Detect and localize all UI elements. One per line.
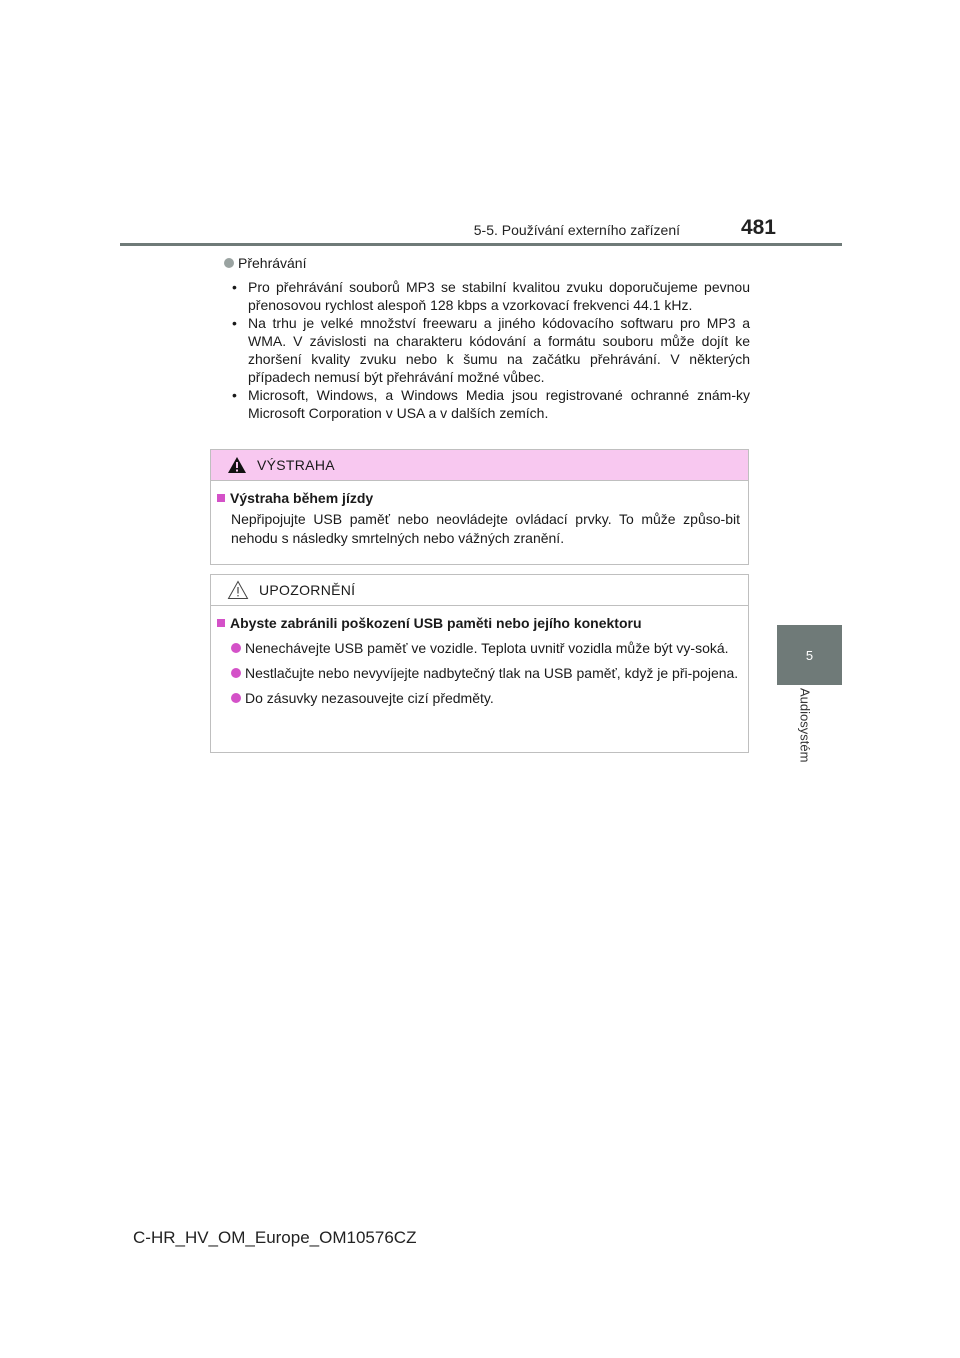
notice-title: Abyste zabránili poškození USB paměti nebo jejího konektoru bbox=[217, 614, 740, 633]
document-code: C-HR_HV_OM_Europe_OM10576CZ bbox=[133, 1228, 417, 1247]
page-number: 481 bbox=[740, 216, 776, 239]
notice-header bbox=[211, 575, 748, 606]
warning-title: Výstraha během jízdy bbox=[217, 489, 740, 508]
section-title: 5-5. Používání externího zařízení bbox=[473, 222, 680, 238]
caution-triangle-icon bbox=[227, 580, 249, 600]
playback-heading-text: Přehrávání bbox=[238, 255, 307, 271]
bullet-circle-icon bbox=[231, 668, 241, 678]
notice-box bbox=[210, 574, 749, 753]
list-item: Nenechávejte USB paměť ve vozidle. Teplota uvnitř vozidla může být vy-soká. bbox=[217, 639, 740, 658]
warning-box bbox=[210, 449, 749, 565]
chapter-label: Audiosystém bbox=[797, 688, 813, 763]
notice-label: UPOZORNĚNÍ bbox=[259, 581, 356, 598]
bullet-circle-icon bbox=[231, 693, 241, 703]
bullet-circle-icon bbox=[224, 258, 234, 268]
notice-body bbox=[211, 606, 748, 708]
chapter-number: 5 bbox=[805, 647, 814, 663]
list-item: • Microsoft, Windows, a Windows Media jsou registrované ochranné znám-ky Microsoft Corporation v USA a v dalších zemích. bbox=[224, 386, 750, 422]
warning-text: Nepřipojujte USB paměť nebo neovládejte ovládací prvky. To může způso-bit nehodu s následky smrtelných nebo vážných zranění. bbox=[231, 511, 740, 546]
playback-list bbox=[224, 278, 750, 422]
warning-header bbox=[211, 450, 748, 481]
square-bullet-icon bbox=[217, 494, 225, 502]
list-item: Do zásuvky nezasouvejte cizí předměty. bbox=[217, 689, 740, 708]
playback-section bbox=[224, 254, 750, 422]
list-item: • Na trhu je velké množství freewaru a jiného kódovacího softwaru pro MP3 a WMA. V závislosti na charakteru kódování a formátu souboru může dojít ke zhoršení kvality zvuku nebo k šumu na začátku přehrávání. V některých případech nemusí být přehrávání možné vůbec. bbox=[224, 314, 750, 386]
bullet-circle-icon bbox=[231, 643, 241, 653]
playback-heading bbox=[224, 254, 750, 272]
warning-body bbox=[211, 481, 748, 548]
chapter-tab bbox=[777, 625, 842, 685]
square-bullet-icon bbox=[217, 619, 225, 627]
list-item: • Pro přehrávání souborů MP3 se stabilní kvalitou zvuku doporučujeme pevnou přenosovou rychlost alespoň 128 kbps a vzorkovací frekvenci 44.1 kHz. bbox=[224, 278, 750, 314]
warning-triangle-icon bbox=[227, 456, 247, 474]
warning-label: VÝSTRAHA bbox=[257, 456, 335, 473]
header-divider bbox=[120, 243, 842, 246]
list-item: Nestlačujte nebo nevyvíjejte nadbytečný tlak na USB paměť, když je při-pojena. bbox=[217, 664, 740, 683]
